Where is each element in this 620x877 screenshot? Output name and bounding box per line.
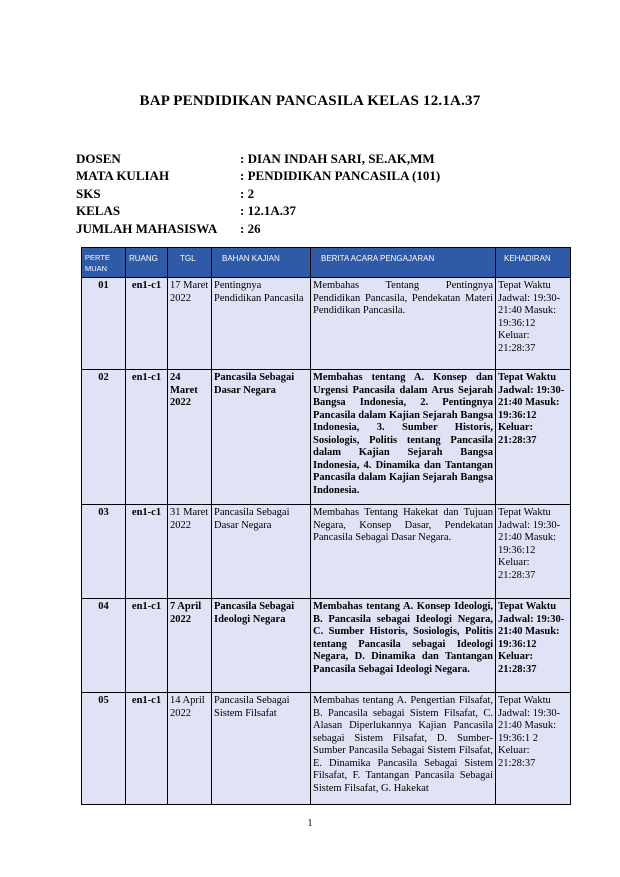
info-label: DOSEN	[76, 151, 121, 166]
cell-kehadiran: Tepat Waktu Jadwal: 19:30-21:40 Masuk: 19:36:12 Keluar: 21:28:37	[496, 505, 571, 599]
cell-tgl: 14 April 2022	[168, 693, 212, 805]
cell-kehadiran: Tepat Waktu Jadwal: 19:30-21:40 Masuk: 19:36:12 Keluar: 21:28:37	[496, 370, 571, 505]
table-header-row	[82, 248, 571, 278]
cell-berita-acara: Membahas tentang A. Konsep Ideologi, B. Pancasila sebagai Ideologi Negara, C. Sumber Historis, Sosiologis, Politis tentang Pancasila sebagai Ideologi Negara, D. Dinamika dan Tantangan Pancasila Sebagai Ideologi Negara.	[311, 599, 496, 693]
info-value: : 26	[240, 220, 261, 236]
cell-berita-acara: Membahas Tentang Pentingnya Pendidikan Pancasila, Pendekatan Materi Pendidikan Pancasila.	[311, 278, 496, 370]
header-bahan-kajian: BAHAN KAJIAN	[212, 248, 311, 278]
cell-tgl: 7 April 2022	[168, 599, 212, 693]
cell-bahan-kajian: Pentingnya Pendidikan Pancasila	[212, 278, 311, 370]
cell-tgl: 31 Maret 2022	[168, 505, 212, 599]
cell-ruang: en1-c1	[126, 693, 168, 805]
header-pertemuan: PERTE MUAN	[82, 248, 126, 278]
cell-kehadiran: Tepat Waktu Jadwal: 19:30-21:40 Masuk: 19:36:12 Keluar: 21:28:37	[496, 278, 571, 370]
info-row-jumlah-mahasiswa	[76, 220, 440, 237]
cell-bahan-kajian: Pancasila Sebagai Sistem Filsafat	[212, 693, 311, 805]
header-ruang: RUANG	[126, 248, 168, 278]
table-row	[82, 278, 571, 370]
document-title: BAP PENDIDIKAN PANCASILA KELAS 12.1A.37	[139, 93, 481, 109]
cell-ruang: en1-c1	[126, 370, 168, 505]
cell-bahan-kajian: Pancasila Sebagai Dasar Negara	[212, 370, 311, 505]
cell-berita-acara: Membahas Tentang Hakekat dan Tujuan Negara, Konsep Dasar, Pendekatan Pancasila Sebagai Dasar Negara.	[311, 505, 496, 599]
table-row	[82, 505, 571, 599]
cell-bahan-kajian: Pancasila Sebagai Ideologi Negara	[212, 599, 311, 693]
info-label: MATA KULIAH	[76, 168, 170, 184]
cell-ruang: en1-c1	[126, 278, 168, 370]
cell-pertemuan: 02	[82, 370, 126, 505]
table-row	[82, 370, 571, 505]
course-info	[76, 150, 440, 237]
page-number: 1	[307, 818, 313, 829]
cell-tgl: 17 Maret 2022	[168, 278, 212, 370]
info-value: : 2	[240, 185, 255, 201]
info-row-mata-kuliah	[76, 167, 440, 184]
cell-kehadiran: Tepat Waktu Jadwal: 19:30-21:40 Masuk: 19:36:12 Keluar: 21:28:37	[496, 599, 571, 693]
cell-kehadiran: Tepat Waktu Jadwal: 19:30-21:40 Masuk: 19:36:1 2 Keluar: 21:28:37	[496, 693, 571, 805]
cell-ruang: en1-c1	[126, 505, 168, 599]
info-row-kelas	[76, 202, 440, 219]
cell-berita-acara: Membahas tentang A. Pengertian Filsafat, B. Pancasila sebagai Sistem Filsafat, C. Alasan Diperlukannya Kajian Pancasila sebagai Sistem Filsafat, D. Sumber-Sumber Pancasila Sebagai Sistem Filsafat, E. Dinamika Pancasila Sebagai Sistem Filsafat, F. Tantangan Pancasila Sebagai Sistem Filsafat, G. Hakekat	[311, 693, 496, 805]
cell-tgl: 24 Maret 2022	[168, 370, 212, 505]
cell-pertemuan: 05	[82, 693, 126, 805]
cell-ruang: en1-c1	[126, 599, 168, 693]
bap-table	[81, 247, 571, 805]
info-label: JUMLAH MAHASISWA	[76, 220, 218, 236]
header-berita-acara: BERITA ACARA PENGAJARAN	[311, 248, 496, 278]
header-tgl: TGL	[168, 248, 212, 278]
table-row	[82, 693, 571, 805]
cell-pertemuan: 04	[82, 599, 126, 693]
info-value: : DIAN INDAH SARI, SE.AK,MM	[240, 151, 435, 166]
info-value: : 12.1A.37	[240, 203, 296, 219]
cell-pertemuan: 03	[82, 505, 126, 599]
info-label: SKS	[76, 185, 101, 201]
table-row	[82, 599, 571, 693]
info-value: : PENDIDIKAN PANCASILA (101)	[240, 168, 441, 184]
info-row-sks	[76, 185, 440, 202]
cell-bahan-kajian: Pancasila Sebagai Dasar Negara	[212, 505, 311, 599]
cell-berita-acara: Membahas tentang A. Konsep dan Urgensi Pancasila dalam Arus Sejarah Bangsa Indonesia, 2. Pentingnya Pancasila dalam Kajian Sejarah Bangsa Indonesia, 3. Sumber Historis, Sosiologis, Politis tentang Pancasila dalam Kajian Sejarah Bangsa Indonesia, 4. Dinamika dan Tantangan Pancasila dalam Kajian Sejarah Bangsa Indonesia.	[311, 370, 496, 505]
header-kehadiran: KEHADIRAN	[496, 248, 571, 278]
info-label: KELAS	[76, 203, 121, 219]
info-row-dosen	[76, 150, 440, 167]
cell-pertemuan: 01	[82, 278, 126, 370]
